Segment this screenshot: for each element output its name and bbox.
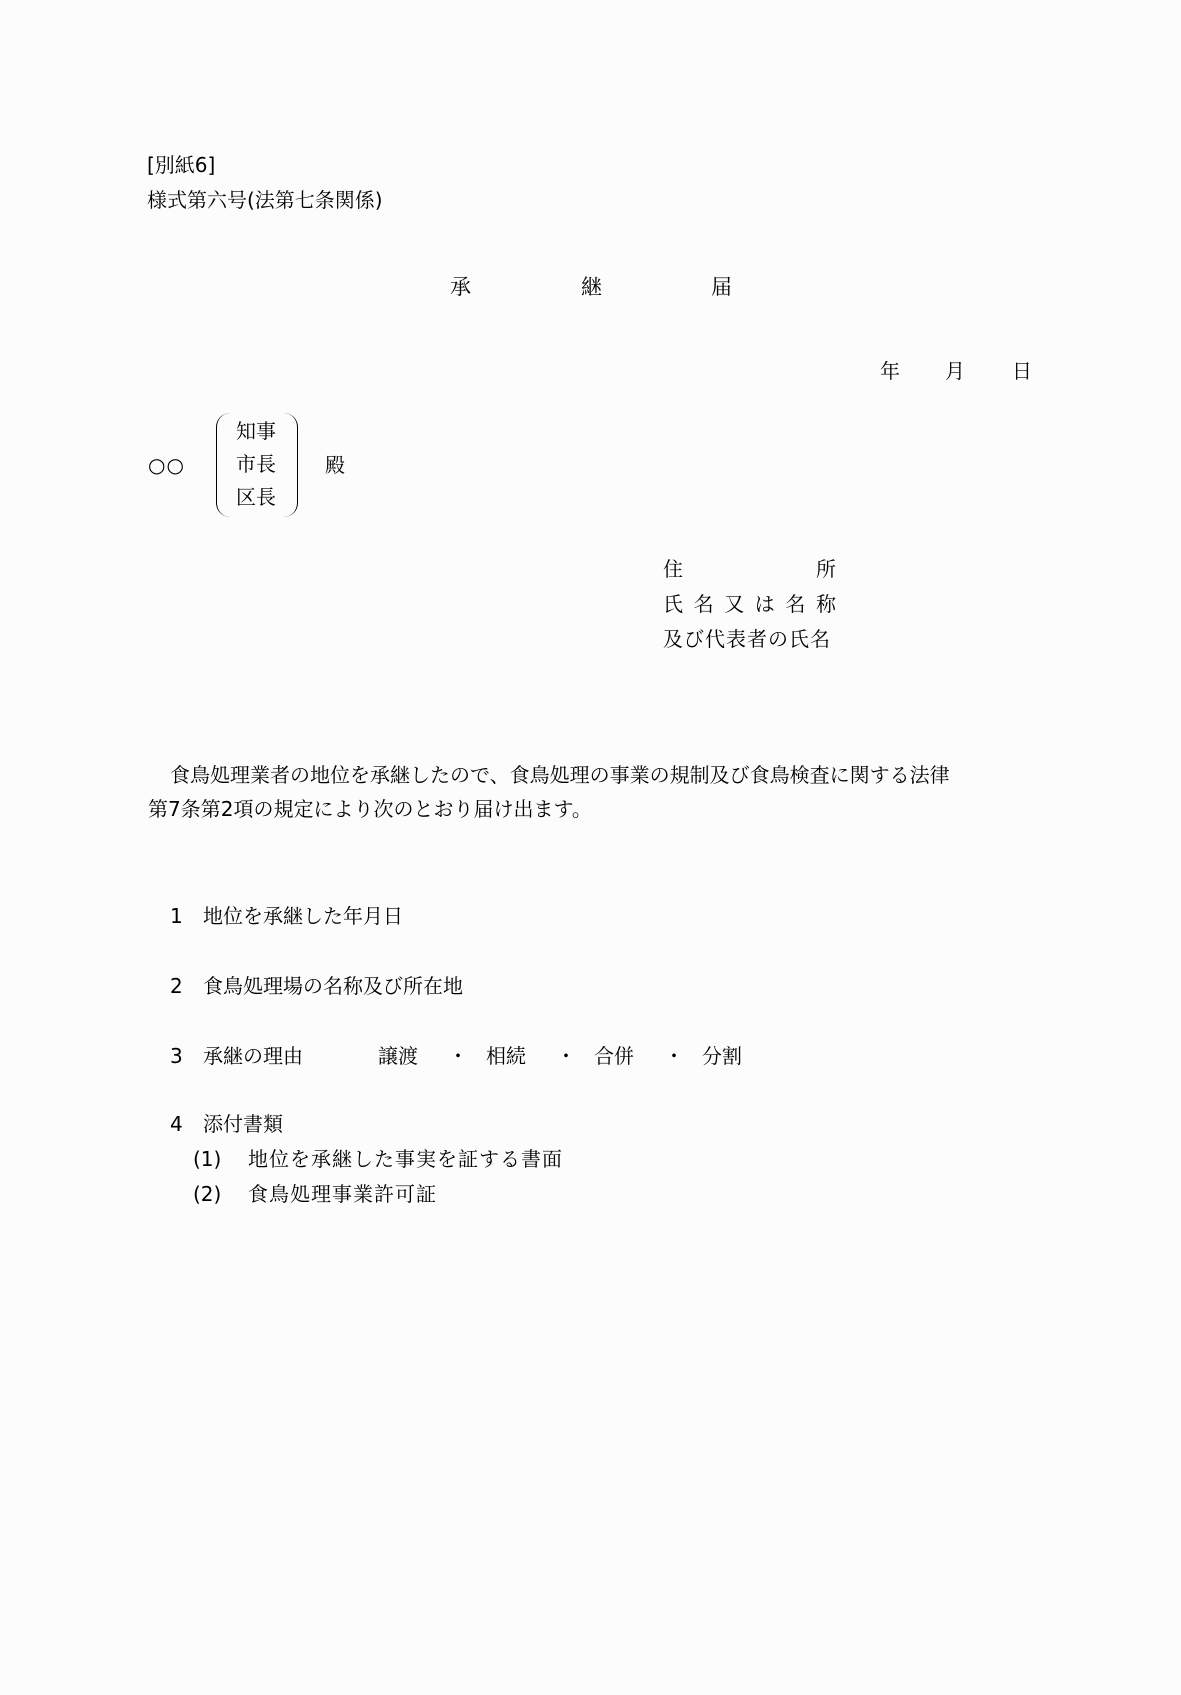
item-4 bbox=[170, 1108, 283, 1137]
date-day: 日 bbox=[1012, 359, 1032, 383]
body-line-1: 食鳥処理業者の地位を承継したので、食鳥処理の事業の規制及び食鳥検査に関する法律 bbox=[170, 763, 950, 787]
item-number: 1 bbox=[170, 904, 183, 928]
name-label bbox=[663, 588, 836, 616]
addressee-option-mayor: 市長 bbox=[236, 452, 276, 476]
subitem-number: (2) bbox=[193, 1182, 222, 1206]
item-label: 添付書類 bbox=[203, 1112, 283, 1136]
name-label-char: は bbox=[754, 592, 775, 616]
subitem-number: (1) bbox=[193, 1147, 222, 1171]
form-number-label: 様式第六号(法第七条関係) bbox=[147, 188, 383, 212]
name-label-char: 名 bbox=[785, 592, 806, 616]
item-3 bbox=[170, 1040, 742, 1069]
address-label-start: 住 bbox=[663, 557, 683, 581]
item-label: 地位を承継した年月日 bbox=[203, 904, 403, 928]
date-month: 月 bbox=[945, 359, 965, 383]
item-2 bbox=[170, 970, 463, 999]
subitem-2 bbox=[193, 1178, 437, 1207]
name-label-char: 氏 bbox=[663, 592, 683, 616]
attachment-label: [別紙6] bbox=[147, 153, 216, 177]
name-label-char: 又 bbox=[724, 592, 745, 616]
addressee-options bbox=[236, 421, 276, 520]
item-number: 2 bbox=[170, 974, 183, 998]
addressee-honorific: 殿 bbox=[325, 453, 345, 477]
reason-separator: ・ bbox=[448, 1044, 468, 1068]
address-label bbox=[663, 553, 836, 581]
reason-split: 分割 bbox=[702, 1044, 742, 1068]
item-number: 4 bbox=[170, 1112, 183, 1136]
title-char-3: 届 bbox=[711, 275, 732, 299]
item-label: 食鳥処理場の名称及び所在地 bbox=[203, 974, 463, 998]
addressee-option-governor: 知事 bbox=[236, 419, 276, 443]
subitem-label: 食鳥処理事業許可証 bbox=[248, 1182, 437, 1206]
reason-inheritance: 相続 bbox=[486, 1044, 526, 1068]
name-label-char: 称 bbox=[815, 592, 836, 616]
name-label-char: 名 bbox=[693, 592, 714, 616]
title-char-2: 継 bbox=[581, 275, 602, 299]
item-1 bbox=[170, 900, 403, 929]
reason-separator: ・ bbox=[556, 1044, 576, 1068]
body-paragraph bbox=[148, 758, 1038, 826]
title-char-1: 承 bbox=[450, 275, 471, 299]
date-year: 年 bbox=[880, 359, 900, 383]
subitem-label: 地位を承継した事実を証する書面 bbox=[248, 1147, 563, 1171]
addressee-prefix: ○○ bbox=[148, 453, 185, 477]
item-number: 3 bbox=[170, 1044, 183, 1068]
reason-transfer: 譲渡 bbox=[378, 1044, 418, 1068]
body-line-2: 第7条第2項の規定により次のとおり届け出ます。 bbox=[148, 797, 592, 821]
addressee-option-ward-mayor: 区長 bbox=[236, 485, 276, 509]
address-label-end: 所 bbox=[816, 557, 836, 581]
subitem-1 bbox=[193, 1143, 563, 1172]
reason-merger: 合併 bbox=[594, 1044, 634, 1068]
reason-separator: ・ bbox=[664, 1044, 684, 1068]
item-label: 承継の理由 bbox=[203, 1044, 303, 1068]
bracket-gap-top bbox=[234, 412, 278, 416]
representative-label: 及び代表者の氏名 bbox=[663, 627, 831, 651]
